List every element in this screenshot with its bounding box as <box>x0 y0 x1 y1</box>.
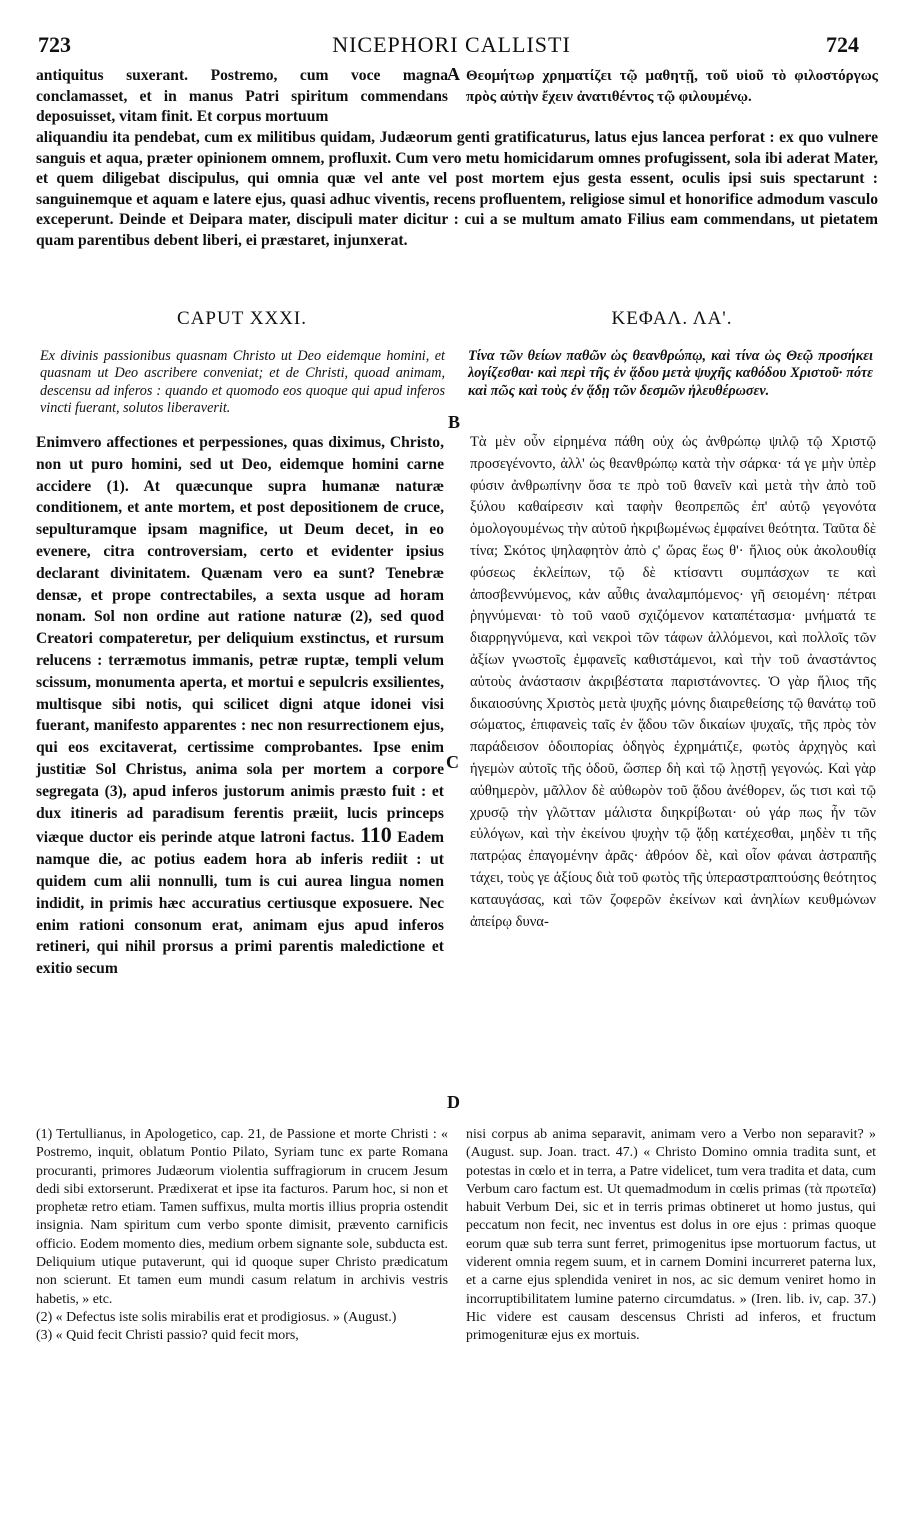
margin-letter-d: D <box>447 1092 460 1112</box>
margin-letter-a: A <box>447 64 460 84</box>
page-number-right: 724 <box>826 32 859 57</box>
latin-body-part-1: Enimvero affectiones et perpessiones, quas diximus, Christo, non ut puro homini, sed ut Deo, eidemque homini carne accidere (1). At quæcunque supra humanæ naturæ conditionem, et ante mortem, et post depositionem de cruce, sepulturamque ipsam magnifice, ut Deum decet, in eo evenere, citra controversiam, certo et evidenter ipsius declarant divinitatem. Quænam vero ea sunt? Tenebræ densæ, et prope contrectabiles, a sexta usque ad horam nonam. Sol non ordine aut ratione naturæ (2), sed quod Creatori compateretur, per deliquium exstinctus, et rursum relucens : terræmotus immanis, petræ ruptæ, templi velum scissum, monumenta aperta, et mortui e sepulcris exsilientes, multisque sibi notis, qui scilicet digni atque idonei visi fuerant, manifesto apparentes : nec non resurrectionem ejus, qui eos excitaverat, certissime comprobantes. Ipse enim justitiæ Sol Christus, anima sola per mortem a corpore segregata (3), apud inferos justorum animis præsto fuit : et dux itineris ad paradisum ferentis præiit, lucis princeps viæque ductor eis perinde atque latroni factus. <box>36 434 444 847</box>
greek-body-text: Τὰ μὲν οὖν εἰρημένα πάθη οὐχ ὡς ἀνθρώπῳ ψιλῷ τῷ Χριστῷ προσεγένοντο, ἀλλ' ὡς θεανθρώπῳ κατὰ τὴν σάρκα· τά γε μὴν ὑπὲρ φύσιν ἀνθρωπίνην ὅσα τε πρὸ τοῦ θανεῖν καὶ μετὰ τὴν ἀπὸ τοῦ ξύλου καθαίρεσιν καὶ ταφὴν θεοπρεπῶς ἐπ' αὐτῷ γεγονότα ὁμολογουμένως τὴν αὐτοῦ ἠκριβωμένως ἐμφαίνει θεότητα. Ταῦτα δὲ τίνα; Σκότος ψηλαφητὸν ἀπὸ ς' ὥρας ἕως θ'· ἥλιος οὐκ ἀκολουθίᾳ φύσεως ἐκλείπων, τῷ δὲ κτίσαντι συμπάσχων τε καὶ ἀποσβεννύμενος, κἀν αὖθις ἀναλαμπόμενος· γῆ σειομένη· πέτραι ῥηγνύμεναι· τὸ τοῦ ναοῦ σχιζόμενον καταπέτασμα· μνήματά τε διαρρηγνύμενα, καὶ νεκροὶ τῶν τάφων ἀλλόμενοι, καὶ πολλοῖς τῶν ἀξίων γνωστοῖς ἐμφανεῖς καθιστάμενοι, καὶ τὴν τοῦ ἀναστάντος αὐτοὺς ἀνάστασιν ἀκριβέστατα παριστάνοντες. Ὁ γὰρ ἥλιος τῆς δικαιοσύνης Χριστὸς μετὰ ψυχῆς μόνης διαιρεθείσης τῷ θανάτῳ τοῦ σώματος, ἐπιφανεὶς ταῖς ἐν ᾅδου τῶν δικαίων ψυχαῖς, τῆς πρὸς τὸν παράδεισον ὁδοιπορίας ὁδηγὸς ἐχρημάτιζε, φωτὸς ἀρχηγὸς καὶ ἡγεμὼν αὐτοῖς τῆς ὁδοῦ, ὥσπερ δὴ καὶ τῷ λῃστῇ γεγονώς. Καὶ γὰρ αὐθημερὸν, μᾶλλον δὲ αὐθωρὸν τοῦ ᾅδου ἀνέθορεν, ὥς τισι καὶ τῷ χρυσῷ τὴν γλῶτταν μάλιστα διηκρίβωται· οὐ γάρ πως ἦν τῶν εὐλόγων, καὶ τὴν ἐκείνου ψυχὴν τῷ ᾅδῃ κατέχεσθαι, μηδὲν τι τῆς πατρῴας ἐπαγομένην ἀρᾶς· ἀθρόον δὲ, καὶ οἷον φάναι ἀστραπῆς τάχει, τοὺς γε ἀξίους διὰ τοῦ φωτὸς τῆς ὑπεραστραπτούσης θεότητος καταυγάσας, καὶ τῶν ζοφερῶν ἐκείνων καὶ ἀνηλίων κευθμώνων ἀπείρῳ δυνα- <box>470 434 876 930</box>
chapter-heading-latin: CAPUT XXXI. <box>177 308 307 329</box>
footnote-3-continued: nisi corpus ab anima separavit, animam vero a Verbo non separavit? » (August. sup. Joan. tract. 47.) « Christo Domino omnia tradita sunt, et potestas in cœlo et in terra, a Patre videlicet, tum vera tradita et data, cum Verbum caro factum est. Ut quemadmodum in cœlis primas (τὰ πρωτεῖα) habuit Verbum Dei, sic et in terris primas obtineret ut homo justus, qui peccatum non fecit, nec inventus est dolus in ore ejus : primas quoque eorum quæ sub terra sunt ferret, primogenitus ipse mortuorum factus, ut viderent omnia regem suum, et in carnem Domini incurreret paterna lux, et a carne ejus splendida veniret in nos, ac sic demum veniret homo in incorruptibilitatem lumine paterno circumdatus. » (Iren. lib. iv, cap. 37.) Hic videre est causam descensus Christi ad inferos, et fructum primogenituræ ejus ex mortuis. <box>466 1127 876 1344</box>
footnotes-left <box>36 1126 448 1346</box>
latin-body-part-2: Eadem namque die, ac potius eadem hora ab inferis rediit : ut quidem cum alii nonnulli, tum is cui aurea lingua nomen indidit, in primis hæc accuratius certiusque exposuere. Nec enim rationi consonum erat, animam ejus apud inferos retineri, qui nihil prorsus a primi parentis maledictione et exitio secum <box>36 829 444 978</box>
footnote-3: (3) « Quid fecit Christi passio? quid fecit mors, <box>36 1328 299 1344</box>
latin-top-paragraph: antiquitus suxerant. Postremo, cum voce magna conclamasset, et in manus Patri spiritum commendans deposuisset, vitam finit. Et corpus mortuum <box>36 67 448 125</box>
chapter-summary-greek: Τίνα τῶν θείων παθῶν ὡς θεανθρώπῳ, καὶ τίνα ὡς Θεῷ προσήκει λογίζεσθαι· καὶ περὶ τῆς ἐν ᾅδου μετὰ ψυχῆς καθόδου Χριστοῦ· πότε καὶ πῶς καὶ τοὺς ἐν ᾅδῃ τῶν δεσμῶν ἠλευθέρωσεν. <box>468 348 873 399</box>
margin-letter-c: C <box>446 752 459 772</box>
latin-body-text <box>36 432 444 980</box>
column-marker: 110 <box>359 822 392 848</box>
running-title: NICEPHORI CALLISTI <box>332 32 571 57</box>
footnote-2: (2) « Defectus iste solis mirabilis erat et prodigiosus. » (August.) <box>36 1309 397 1325</box>
footnote-separator <box>0 1116 903 1117</box>
chapter-summary-latin: Ex divinis passionibus quasnam Christo ut Deo eidemque homini, et quasnam ut Deo ascribere conveniat; et de Christi, quoad animam, descensu ad inferos : quando et quomodo eos quoque qui apud inferos vincti fuerant, solutos liberaverit. <box>40 348 445 416</box>
margin-letter-b: B <box>448 412 461 432</box>
chapter-heading-greek: ΚΕΦΑΛ. ΛΑ'. <box>611 308 733 329</box>
latin-full-width-paragraph: aliquandiu ita pendebat, cum ex militibus quidam, Judæorum genti gratificaturus, latus ejus lancea perforat : ex quo vulnere sanguis et aqua, præter opinionem omnem, profluxit. Cum vero metu homicidarum omnes profugissent, sola ibi aderat Mater, et quem diligebat discipulus, qui omnia quæ vel ante vel post mortem ejus gesta essent, oculis ipsi suis spectarunt : sanguinemque et aquam e latere ejus, quasi adhuc viventis, recens profluentem, religiose simul et honorifice admodum vasculo exceperunt. Deinde et Deipara mater, discipuli mater dicitur : cui a se multum amato Filius eam commendans, ut pietatem quam parentibus debent liberi, ei præstaret, injunxerat. <box>36 129 878 249</box>
greek-top-paragraph: Θεομήτωρ χρηματίζει τῷ μαθητῇ, τοῦ υἱοῦ τὸ φιλοστόργως πρὸς αὐτὴν ἔχειν ἀνατιθέντος τῷ φιλουμένῳ. <box>466 68 878 105</box>
footnotes-right <box>466 1126 876 1346</box>
page-number-left: 723 <box>38 32 71 57</box>
footnote-1: (1) Tertullianus, in Apologetico, cap. 21, de Passione et morte Christi : « Postremo, inquit, oblatum Pontio Pilato, Syriam tunc ex parte Romana procuranti, primores Judæorum violentia suffragiorum in crucem Jesum dedi sibi extorserunt. Prædixerat et ipse ita facturos. Parum hoc, si non et prophetæ retro etiam. Tamen suffixus, multa mortis illius propria ostendit insignia. Nam spiritum cum verbo sponte dimisit, prævento carnificis officio. Eodem momento dies, medium orbem signante sole, subducta est. Deliquium utique putaverunt, qui id quoque super Christo prædicatum non scierunt. Et tamen eum mundi casum relatum in archivis vestris habetis, » etc. <box>36 1127 448 1307</box>
page-header <box>0 8 903 57</box>
